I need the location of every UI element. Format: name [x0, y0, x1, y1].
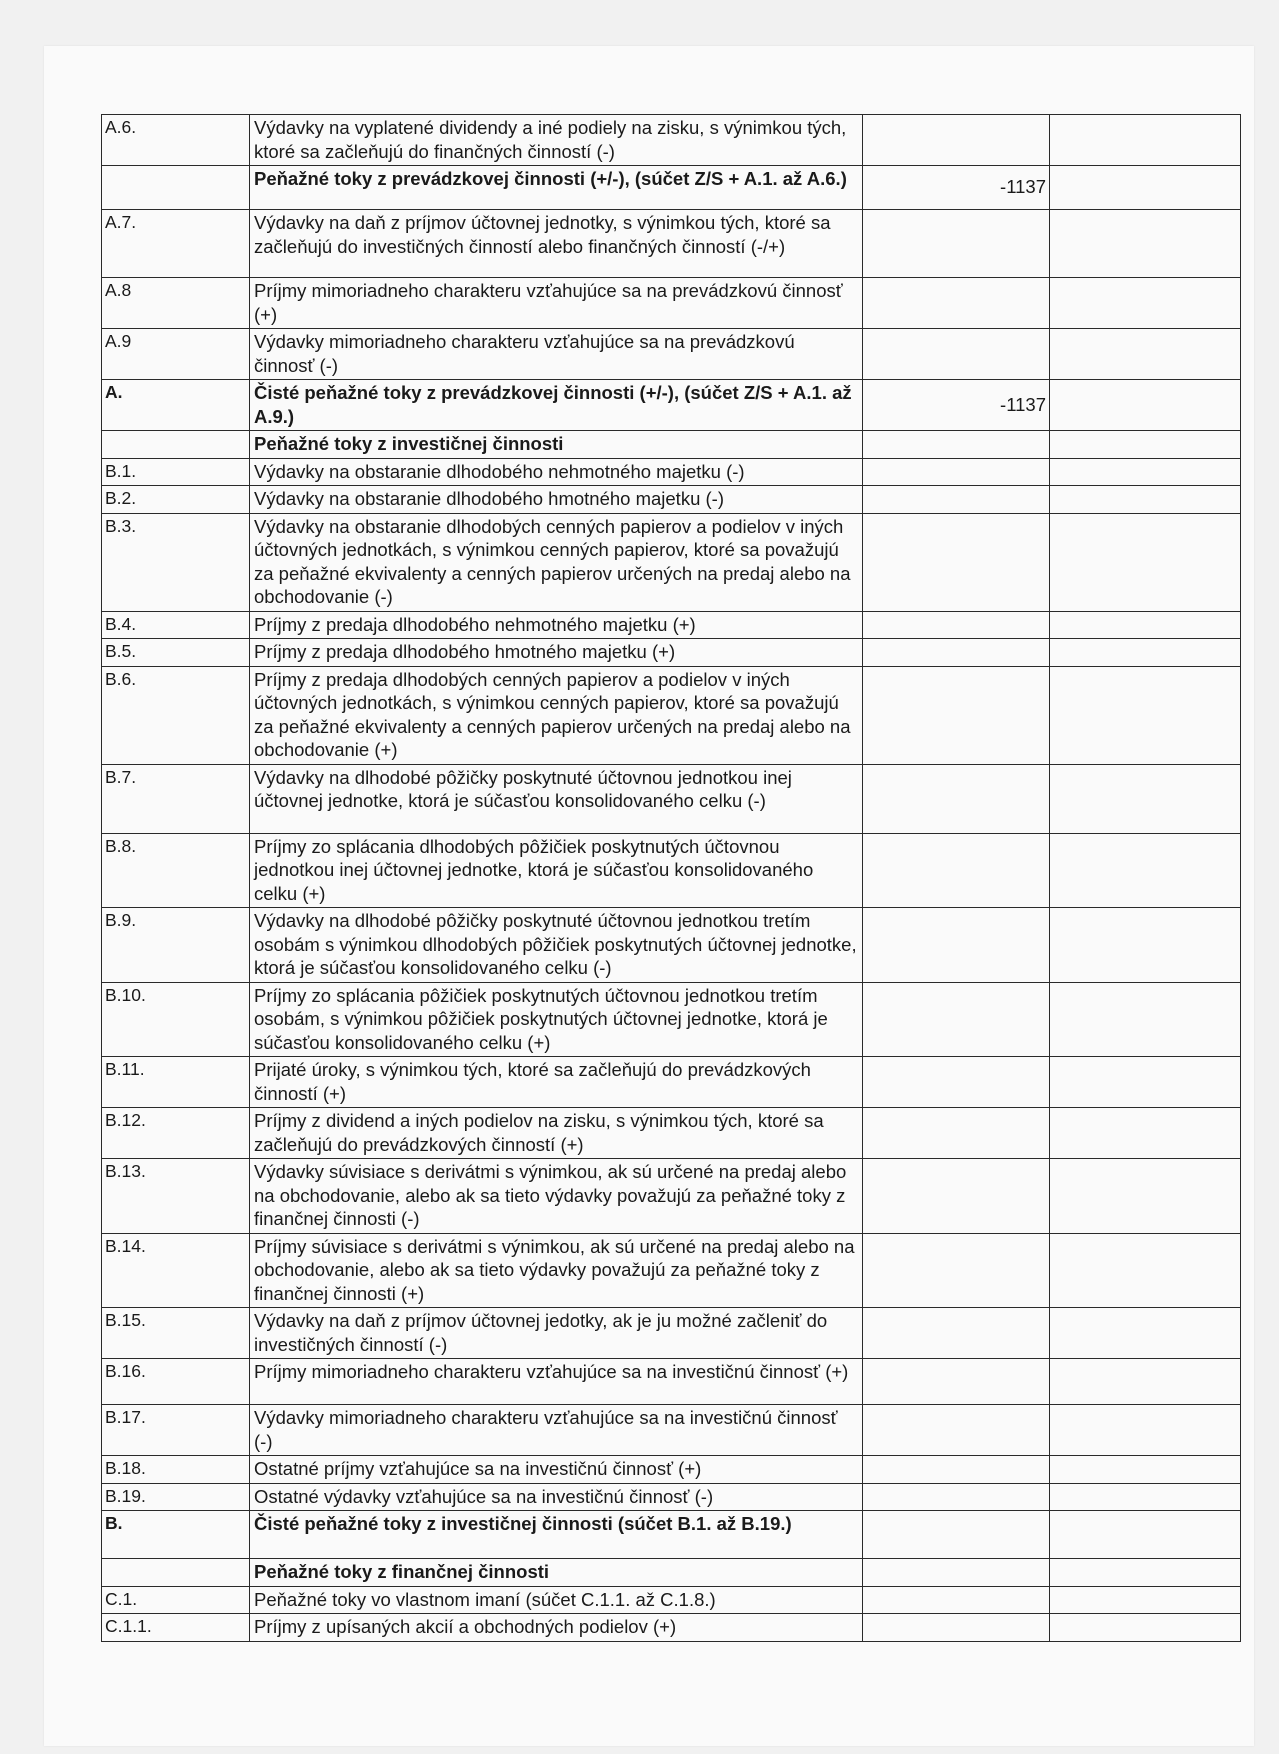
table-row	[102, 1159, 1241, 1234]
row-description: Výdavky mimoriadneho charakteru vzťahujúce sa na prevádzkovú činnosť (-)	[250, 329, 863, 380]
row-value-previous	[1050, 278, 1241, 329]
row-value-previous	[1050, 1359, 1241, 1405]
row-value-current	[863, 1057, 1050, 1108]
cash-flow-table-body	[102, 115, 1241, 1642]
row-code: A.8	[102, 278, 250, 329]
table-row	[102, 458, 1241, 486]
row-code: B.13.	[102, 1159, 250, 1234]
row-value-previous	[1050, 833, 1241, 908]
row-value-previous	[1050, 982, 1241, 1057]
row-value-previous	[1050, 666, 1241, 764]
row-value-previous	[1050, 1456, 1241, 1484]
row-value-previous	[1050, 1511, 1241, 1559]
cash-flow-table	[101, 114, 1241, 1642]
row-value-previous	[1050, 1057, 1241, 1108]
row-code: B.11.	[102, 1057, 250, 1108]
row-value-previous	[1050, 1614, 1241, 1642]
row-description: Výdavky súvisiace s derivátmi s výnimkou, ak sú určené na predaj alebo na obchodovanie, alebo ak sa tieto výdavky považujú za peňažné toky z finančnej činnosti (-)	[250, 1159, 863, 1234]
table-row	[102, 1586, 1241, 1614]
row-code	[102, 431, 250, 459]
row-value-current	[863, 1559, 1050, 1587]
row-value-current	[863, 115, 1050, 166]
row-value-current	[863, 1108, 1050, 1159]
row-value-previous	[1050, 1233, 1241, 1308]
table-row	[102, 1559, 1241, 1587]
table-row	[102, 908, 1241, 983]
row-code: B.2.	[102, 486, 250, 514]
row-description: Príjmy z upísaných akcií a obchodných podielov (+)	[250, 1614, 863, 1642]
row-value-previous	[1050, 1483, 1241, 1511]
table-row	[102, 1108, 1241, 1159]
table-row	[102, 486, 1241, 514]
row-value-previous	[1050, 908, 1241, 983]
row-code: B.12.	[102, 1108, 250, 1159]
row-description: Výdavky na vyplatené dividendy a iné podiely na zisku, s výnimkou tých, ktoré sa začleňujú do finančných činností (-)	[250, 115, 863, 166]
row-value-current: -1137	[863, 380, 1050, 431]
row-value-previous	[1050, 166, 1241, 210]
row-description: Peňažné toky z prevádzkovej činnosti (+/-), (súčet Z/S + A.1. až A.6.)	[250, 166, 863, 210]
row-value-current	[863, 833, 1050, 908]
row-value-current	[863, 1308, 1050, 1359]
row-value-current	[863, 1233, 1050, 1308]
row-value-current	[863, 666, 1050, 764]
row-value-previous	[1050, 513, 1241, 611]
row-description: Peňažné toky z investičnej činnosti	[250, 431, 863, 459]
row-description: Výdavky na dlhodobé pôžičky poskytnuté účtovnou jednotkou tretím osobám s výnimkou dlhodobých pôžičiek poskytnutých účtovnej jednotke, ktorá je súčasťou konsolidovaného celku (-)	[250, 908, 863, 983]
row-description: Príjmy z dividend a iných podielov na zisku, s výnimkou tých, ktoré sa začleňujú do prevádzkových činností (+)	[250, 1108, 863, 1159]
row-value-previous	[1050, 1559, 1241, 1587]
table-row	[102, 1233, 1241, 1308]
table-row	[102, 833, 1241, 908]
row-code: B.16.	[102, 1359, 250, 1405]
row-code	[102, 166, 250, 210]
table-row	[102, 1057, 1241, 1108]
table-row	[102, 166, 1241, 210]
row-value-current	[863, 486, 1050, 514]
row-description: Čisté peňažné toky z investičnej činnosti (súčet B.1. až B.19.)	[250, 1511, 863, 1559]
row-value-current	[863, 278, 1050, 329]
row-description: Ostatné príjmy vzťahujúce sa na investičnú činnosť (+)	[250, 1456, 863, 1484]
row-value-current	[863, 1456, 1050, 1484]
table-row	[102, 611, 1241, 639]
row-value-current	[863, 431, 1050, 459]
row-description: Výdavky na dlhodobé pôžičky poskytnuté účtovnou jednotkou inej účtovnej jednotke, ktorá je súčasťou konsolidovaného celku (-)	[250, 764, 863, 833]
row-description: Výdavky na obstaranie dlhodobého nehmotného majetku (-)	[250, 458, 863, 486]
row-code: B.1.	[102, 458, 250, 486]
row-code: A.6.	[102, 115, 250, 166]
row-description: Peňažné toky vo vlastnom imaní (súčet C.1.1. až C.1.8.)	[250, 1586, 863, 1614]
table-row	[102, 431, 1241, 459]
row-code: B.3.	[102, 513, 250, 611]
table-row	[102, 666, 1241, 764]
row-value-previous	[1050, 764, 1241, 833]
table-row	[102, 1483, 1241, 1511]
row-value-previous	[1050, 458, 1241, 486]
row-code: B.14.	[102, 1233, 250, 1308]
row-code: A.7.	[102, 210, 250, 278]
table-row	[102, 1511, 1241, 1559]
row-code: B.6.	[102, 666, 250, 764]
row-value-previous	[1050, 639, 1241, 667]
row-value-previous	[1050, 115, 1241, 166]
row-value-current	[863, 611, 1050, 639]
row-value-current	[863, 210, 1050, 278]
row-code: B.8.	[102, 833, 250, 908]
row-description: Výdavky na obstaranie dlhodobého hmotného majetku (-)	[250, 486, 863, 514]
row-description: Výdavky na daň z príjmov účtovnej jednotky, s výnimkou tých, ktoré sa začleňujú do investičných činností alebo finančných činností (-/+)	[250, 210, 863, 278]
row-code: B.	[102, 1511, 250, 1559]
table-row	[102, 1456, 1241, 1484]
table-row	[102, 115, 1241, 166]
row-description: Príjmy zo splácania dlhodobých pôžičiek poskytnutých účtovnou jednotkou inej účtovnej jednotke, ktorá je súčasťou konsolidovaného celku (+)	[250, 833, 863, 908]
row-code	[102, 1559, 250, 1587]
row-description: Výdavky mimoriadneho charakteru vzťahujúce sa na investičnú činnosť (-)	[250, 1405, 863, 1456]
row-value-current	[863, 1359, 1050, 1405]
table-row	[102, 1308, 1241, 1359]
row-description: Príjmy mimoriadneho charakteru vzťahujúce sa na prevádzkovú činnosť (+)	[250, 278, 863, 329]
table-row	[102, 329, 1241, 380]
row-value-current	[863, 982, 1050, 1057]
row-code: B.7.	[102, 764, 250, 833]
row-value-previous	[1050, 486, 1241, 514]
row-description: Prijaté úroky, s výnimkou tých, ktoré sa začleňujú do prevádzkových činností (+)	[250, 1057, 863, 1108]
row-code: B.5.	[102, 639, 250, 667]
row-description: Čisté peňažné toky z prevádzkovej činnosti (+/-), (súčet Z/S + A.1. až A.9.)	[250, 380, 863, 431]
row-value-current	[863, 1405, 1050, 1456]
row-description: Príjmy z predaja dlhodobého nehmotného majetku (+)	[250, 611, 863, 639]
row-value-current	[863, 908, 1050, 983]
row-value-previous	[1050, 431, 1241, 459]
row-code: B.10.	[102, 982, 250, 1057]
row-description: Príjmy z predaja dlhodobého hmotného majetku (+)	[250, 639, 863, 667]
table-row	[102, 982, 1241, 1057]
row-value-current	[863, 1159, 1050, 1234]
row-value-previous	[1050, 1308, 1241, 1359]
row-value-previous	[1050, 1586, 1241, 1614]
row-value-previous	[1050, 1108, 1241, 1159]
row-description: Príjmy z predaja dlhodobých cenných papierov a podielov v iných účtovných jednotkách, s výnimkou cenných papierov, ktoré sa považujú za peňažné ekvivalenty a cenných papierov určených na predaj alebo na obchodovanie (+)	[250, 666, 863, 764]
row-code: A.9	[102, 329, 250, 380]
row-description: Peňažné toky z finančnej činnosti	[250, 1559, 863, 1587]
row-value-current	[863, 458, 1050, 486]
row-value-current	[863, 764, 1050, 833]
row-description: Výdavky na obstaranie dlhodobých cenných papierov a podielov v iných účtovných jednotkách, s výnimkou cenných papierov, ktoré sa považujú za peňažné ekvivalenty a cenných papierov určených na predaj alebo na obchodovanie (-)	[250, 513, 863, 611]
row-code: B.15.	[102, 1308, 250, 1359]
row-value-current	[863, 1483, 1050, 1511]
table-row	[102, 278, 1241, 329]
row-value-previous	[1050, 1159, 1241, 1234]
row-description: Príjmy súvisiace s derivátmi s výnimkou, ak sú určené na predaj alebo na obchodovanie, alebo ak sa tieto výdavky považujú za peňažné toky z finančnej činnosti (+)	[250, 1233, 863, 1308]
table-row	[102, 764, 1241, 833]
row-value-previous	[1050, 329, 1241, 380]
row-description: Príjmy zo splácania pôžičiek poskytnutých účtovnou jednotkou tretím osobám, s výnimkou pôžičiek poskytnutých účtovnej jednotke, ktorá je súčasťou konsolidovaného celku (+)	[250, 982, 863, 1057]
row-value-current: -1137	[863, 166, 1050, 210]
row-value-previous	[1050, 210, 1241, 278]
row-code: A.	[102, 380, 250, 431]
table-row	[102, 380, 1241, 431]
row-value-current	[863, 1511, 1050, 1559]
row-value-current	[863, 639, 1050, 667]
table-row	[102, 1405, 1241, 1456]
row-code: C.1.1.	[102, 1614, 250, 1642]
row-value-previous	[1050, 611, 1241, 639]
row-value-current	[863, 1586, 1050, 1614]
row-value-previous	[1050, 1405, 1241, 1456]
table-row	[102, 210, 1241, 278]
row-code: B.18.	[102, 1456, 250, 1484]
table-row	[102, 513, 1241, 611]
row-description: Príjmy mimoriadneho charakteru vzťahujúce sa na investičnú činnosť (+)	[250, 1359, 863, 1405]
row-code: B.19.	[102, 1483, 250, 1511]
row-value-current	[863, 1614, 1050, 1642]
row-value-current	[863, 329, 1050, 380]
row-code: C.1.	[102, 1586, 250, 1614]
table-row	[102, 1359, 1241, 1405]
row-description: Ostatné výdavky vzťahujúce sa na investičnú činnosť (-)	[250, 1483, 863, 1511]
table-row	[102, 639, 1241, 667]
row-code: B.9.	[102, 908, 250, 983]
row-code: B.17.	[102, 1405, 250, 1456]
row-code: B.4.	[102, 611, 250, 639]
row-value-previous	[1050, 380, 1241, 431]
row-description: Výdavky na daň z príjmov účtovnej jedotky, ak je ju možné začleniť do investičných činností (-)	[250, 1308, 863, 1359]
table-row	[102, 1614, 1241, 1642]
row-value-current	[863, 513, 1050, 611]
